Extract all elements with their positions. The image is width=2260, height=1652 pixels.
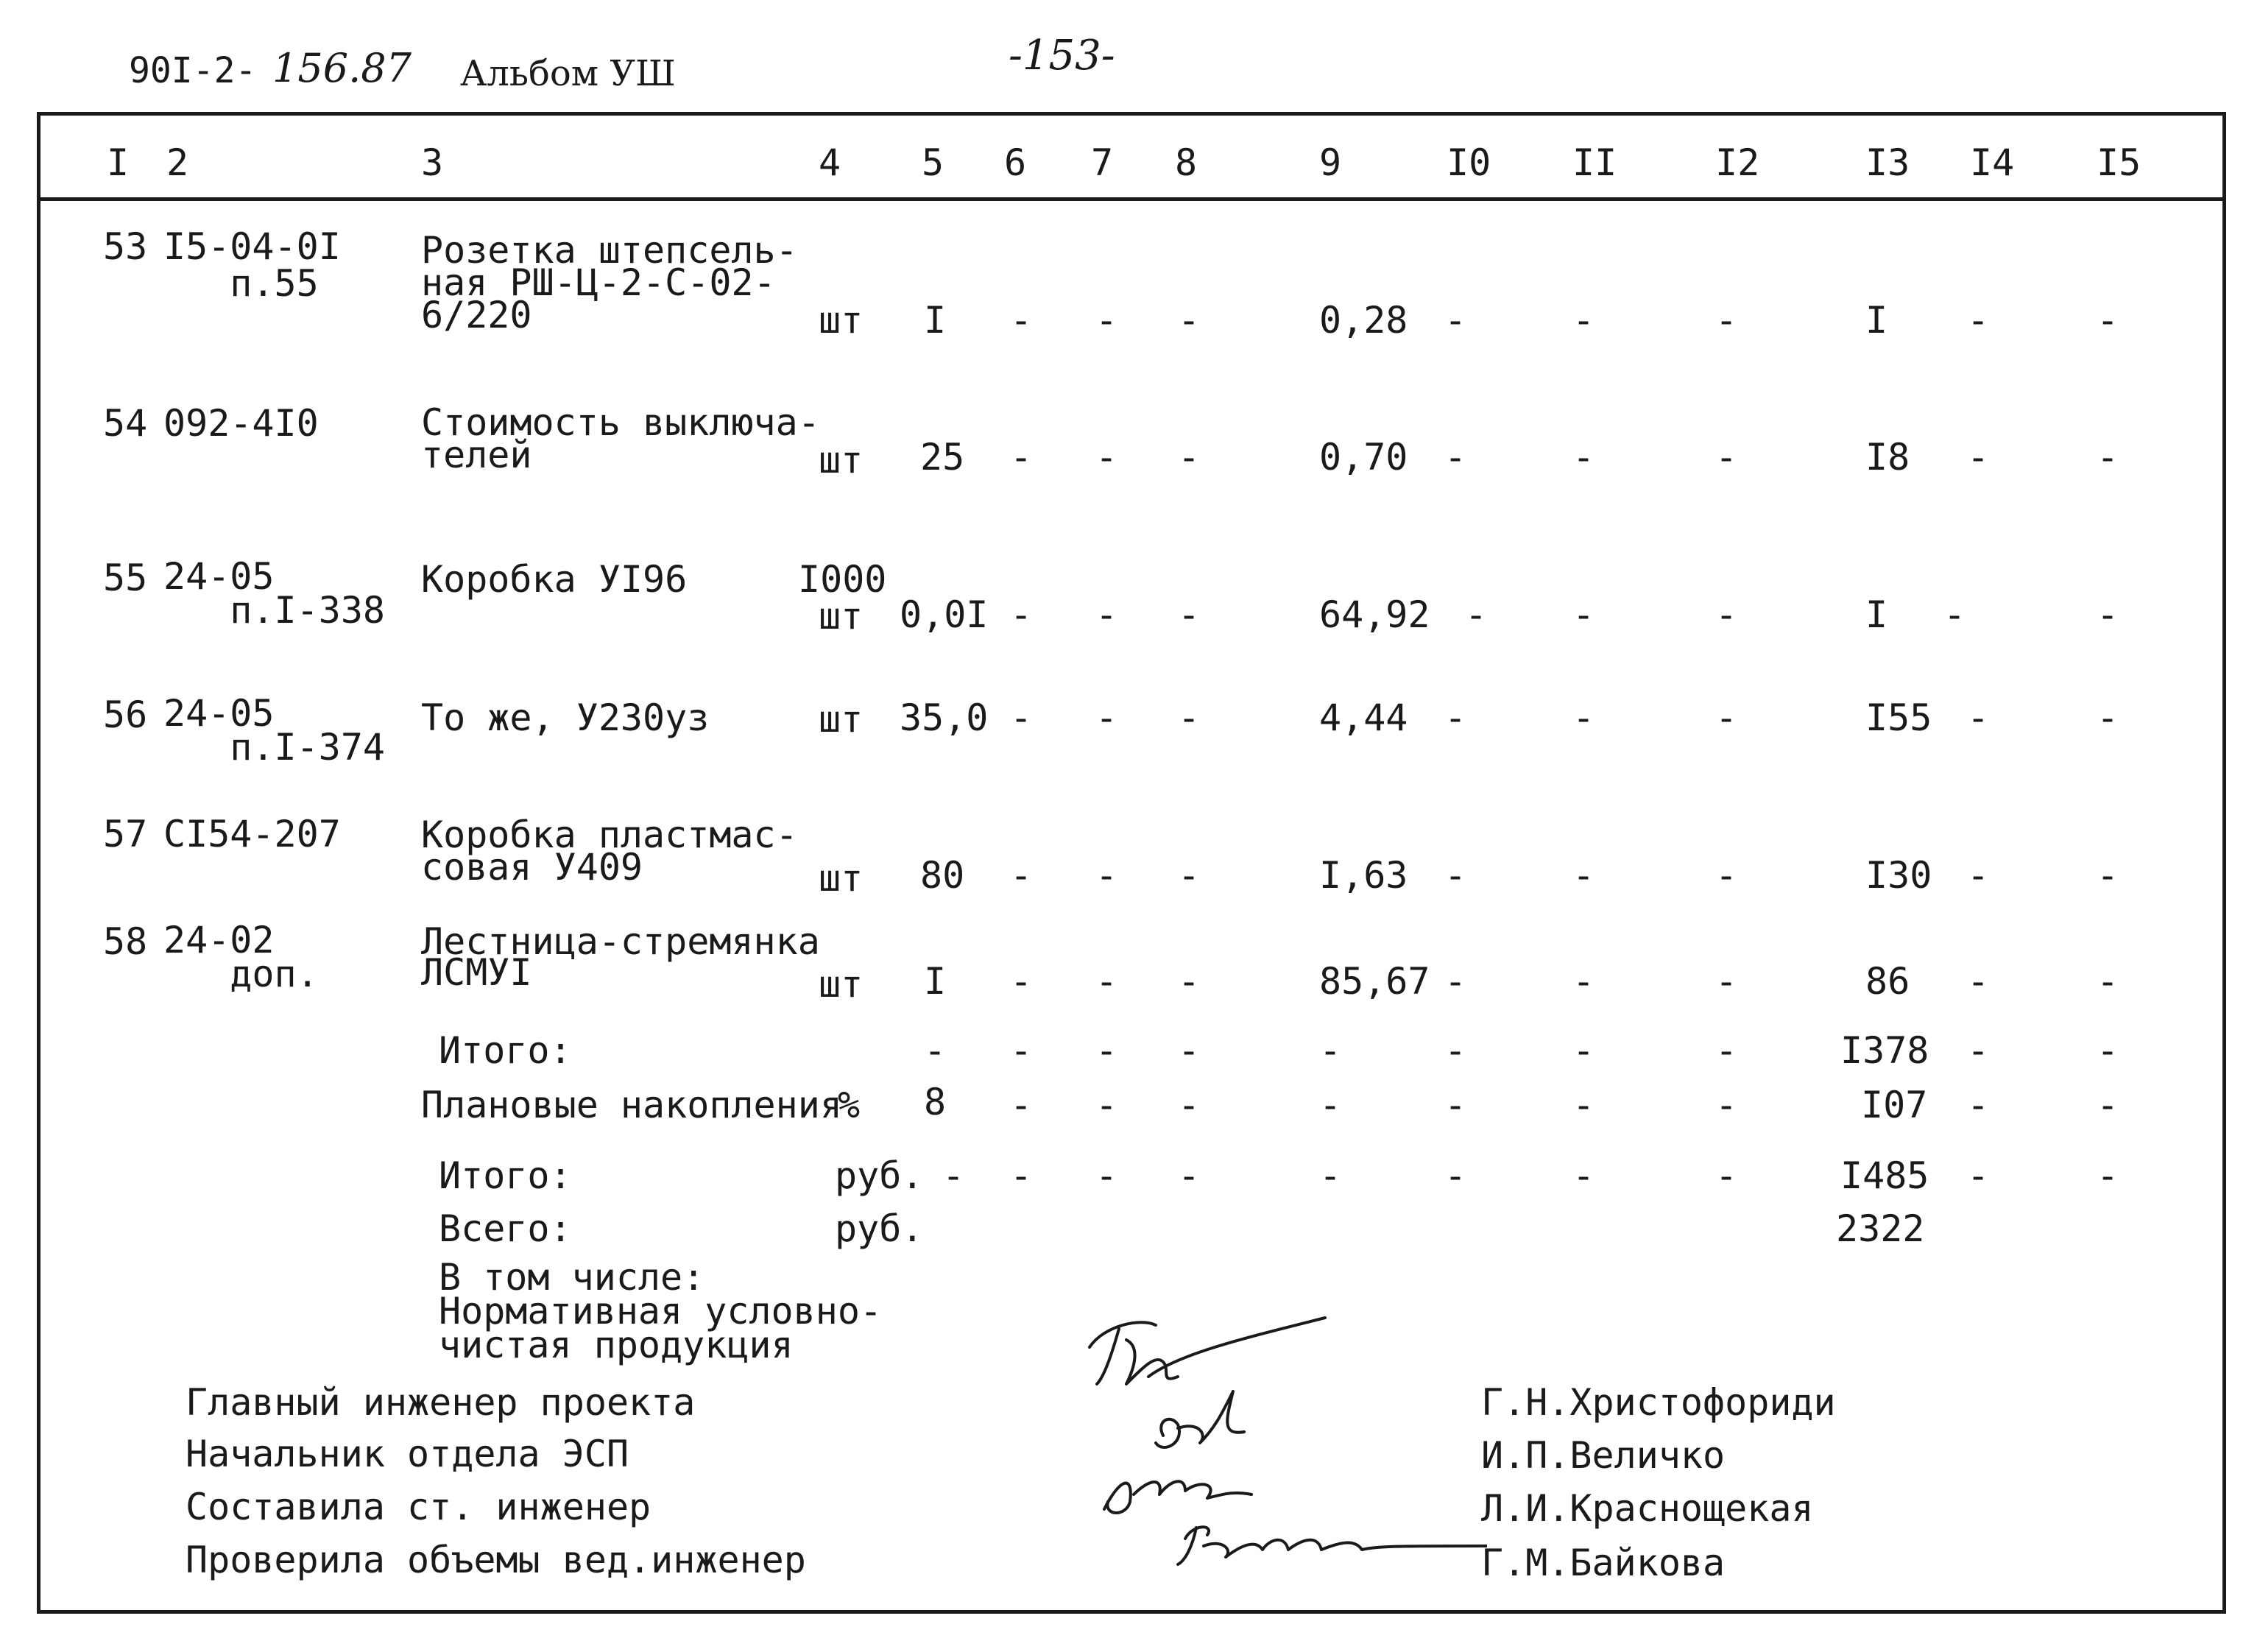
dash: - xyxy=(1715,1154,1738,1197)
dash: - xyxy=(1715,1084,1738,1126)
dash: - xyxy=(1444,1084,1467,1126)
row-col12: - xyxy=(1715,960,1738,1003)
dash: - xyxy=(2097,1029,2119,1072)
col-header-11: II xyxy=(1572,141,1617,184)
row-price: I,63 xyxy=(1319,854,1408,897)
row-price: 0,28 xyxy=(1319,299,1408,342)
signatory-role: Начальник отдела ЭСП xyxy=(186,1433,629,1475)
dash: - xyxy=(942,1154,965,1197)
document-code-handwritten: 156.87 xyxy=(272,45,412,91)
row-col6: - xyxy=(1010,436,1033,479)
row-col12: - xyxy=(1715,854,1738,897)
row-col6: - xyxy=(1010,696,1033,739)
row-col6: - xyxy=(1010,593,1033,636)
dash: - xyxy=(1572,1154,1595,1197)
row-number: 53 xyxy=(103,225,148,268)
subtotal-label: Итого: xyxy=(439,1154,572,1197)
row-unit: шт xyxy=(819,698,864,741)
dash: - xyxy=(1319,1154,1342,1197)
signatory-role: Проверила объемы вед.инженер xyxy=(186,1539,806,1581)
row-col15: - xyxy=(2097,593,2119,636)
col-header-9: 9 xyxy=(1319,141,1342,184)
row-name: То же, У230уз xyxy=(421,696,710,739)
signatory-role: Составила ст. инженер xyxy=(186,1486,651,1528)
signatory-role: Главный инженер проекта xyxy=(186,1381,696,1424)
dash: - xyxy=(1319,1084,1342,1126)
row-col10: - xyxy=(1444,299,1467,342)
row-price: 85,67 xyxy=(1319,960,1430,1003)
row-col6: - xyxy=(1010,299,1033,342)
including-note: В том числе: Нормативная условно- чистая продукция xyxy=(439,1256,883,1366)
dash: - xyxy=(1178,1084,1201,1126)
col-header-13: I3 xyxy=(1865,141,1910,184)
row-col7: - xyxy=(1095,960,1118,1003)
col-header-8: 8 xyxy=(1175,141,1198,184)
row-col14: - xyxy=(1967,299,1990,342)
row-name: Розетка штепсель- ная РШ-Ц-2-С-02- 6/220 xyxy=(421,229,798,336)
row-col12: - xyxy=(1715,299,1738,342)
grand-total-value: 2322 xyxy=(1836,1207,1925,1250)
col-header-5: 5 xyxy=(922,141,944,184)
row-col7: - xyxy=(1095,854,1118,897)
dash: - xyxy=(1967,1029,1990,1072)
row-col7: - xyxy=(1095,593,1118,636)
row-unit: шт xyxy=(819,963,864,1006)
dash: - xyxy=(1095,1084,1118,1126)
row-qty: 80 xyxy=(920,854,965,897)
dash: - xyxy=(1967,1084,1990,1126)
row-col14: - xyxy=(1967,960,1990,1003)
row-col7: - xyxy=(1095,436,1118,479)
row-col15: - xyxy=(2097,299,2119,342)
row-number: 58 xyxy=(103,920,148,963)
planned-total: I07 xyxy=(1861,1084,1928,1126)
col-header-6: 6 xyxy=(1004,141,1027,184)
row-col14: - xyxy=(1967,436,1990,479)
row-qty: 25 xyxy=(920,436,965,479)
row-col8: - xyxy=(1178,436,1201,479)
grand-total-unit: руб. xyxy=(835,1207,924,1250)
row-col14: - xyxy=(1967,696,1990,739)
document-code: 90I-2- xyxy=(129,50,257,91)
row-col7: - xyxy=(1095,696,1118,739)
row-qty: 35,0 xyxy=(900,696,989,739)
row-qty: I xyxy=(924,960,947,1003)
row-number: 54 xyxy=(103,402,148,445)
row-unit: шт xyxy=(819,299,864,342)
row-price: 64,92 xyxy=(1319,593,1430,636)
row-col8: - xyxy=(1178,299,1201,342)
row-name: Коробка пластмас- совая У409 xyxy=(421,813,798,889)
row-total: I xyxy=(1865,299,1888,342)
col-header-1: I xyxy=(107,141,130,184)
dash: - xyxy=(1572,1084,1595,1126)
row-total: I30 xyxy=(1865,854,1932,897)
planned-value: 8 xyxy=(924,1081,947,1123)
row-col14: - xyxy=(1967,854,1990,897)
dash: - xyxy=(1010,1154,1033,1197)
row-col12: - xyxy=(1715,593,1738,636)
row-name: Лестница-стремянка ЛСМУI xyxy=(421,920,820,994)
dash: - xyxy=(1319,1029,1342,1072)
row-col11: - xyxy=(1572,854,1595,897)
row-col15: - xyxy=(2097,436,2119,479)
dash: - xyxy=(2097,1084,2119,1126)
dash: - xyxy=(1715,1029,1738,1072)
row-col12: - xyxy=(1715,436,1738,479)
signatory-name: Г.Н.Христофориди xyxy=(1481,1381,1836,1424)
grand-total-label: Всего: xyxy=(439,1207,572,1250)
row-name: Коробка УI96 xyxy=(421,558,688,601)
row-code: 24-05 п.I-338 xyxy=(163,555,386,632)
row-col11: - xyxy=(1572,436,1595,479)
row-col8: - xyxy=(1178,960,1201,1003)
col-header-14: I4 xyxy=(1970,141,2015,184)
row-unit: шт xyxy=(819,857,864,900)
row-col8: - xyxy=(1178,696,1201,739)
planned-unit: % xyxy=(838,1084,861,1126)
dash: - xyxy=(1095,1029,1118,1072)
row-col11: - xyxy=(1572,299,1595,342)
row-col8: - xyxy=(1178,854,1201,897)
row-col10: - xyxy=(1444,436,1467,479)
signatory-name: Г.М.Байкова xyxy=(1481,1542,1726,1584)
subtotal-value: I378 xyxy=(1840,1029,1929,1072)
row-code: 24-02 доп. xyxy=(163,919,319,995)
header-rule xyxy=(40,197,2222,201)
row-col15: - xyxy=(2097,696,2119,739)
row-qty: 0,0I xyxy=(900,593,989,636)
row-code: 24-05 п.I-374 xyxy=(163,692,386,769)
col-header-2: 2 xyxy=(166,141,189,184)
row-unit: шт xyxy=(819,439,864,481)
col-header-15: I5 xyxy=(2097,141,2141,184)
col-header-3: 3 xyxy=(421,141,444,184)
dash: - xyxy=(1444,1154,1467,1197)
row-total: 86 xyxy=(1865,960,1910,1003)
row-col10: - xyxy=(1444,696,1467,739)
row-col14: - xyxy=(1943,593,1966,636)
row-code: 092-4I0 xyxy=(163,402,319,445)
row-number: 57 xyxy=(103,813,148,855)
planned-label: Плановые накопления xyxy=(421,1084,842,1126)
subtotal-value: I485 xyxy=(1840,1154,1929,1197)
row-col12: - xyxy=(1715,696,1738,739)
row-col6: - xyxy=(1010,960,1033,1003)
row-col10: - xyxy=(1465,593,1488,636)
row-col8: - xyxy=(1178,593,1201,636)
row-qty: I xyxy=(924,299,947,342)
row-number: 56 xyxy=(103,693,148,736)
col-header-7: 7 xyxy=(1091,141,1114,184)
handwritten-signatures xyxy=(1075,1296,1487,1575)
row-unit: шт xyxy=(819,595,864,638)
dash: - xyxy=(1572,1029,1595,1072)
row-col7: - xyxy=(1095,299,1118,342)
signatory-name: И.П.Величко xyxy=(1481,1434,1726,1477)
dash: - xyxy=(1444,1029,1467,1072)
dash: - xyxy=(1178,1154,1201,1197)
row-col10: - xyxy=(1444,854,1467,897)
row-code: I5-04-0I п.55 xyxy=(163,225,341,305)
row-col11: - xyxy=(1572,960,1595,1003)
row-total: I xyxy=(1865,593,1888,636)
row-number: 55 xyxy=(103,557,148,599)
subtotal-label: Итого: xyxy=(439,1029,572,1072)
subtotal-unit: руб. xyxy=(835,1154,924,1197)
dash: - xyxy=(1095,1154,1118,1197)
dash: - xyxy=(1010,1084,1033,1126)
page-number: -153- xyxy=(1009,32,1115,80)
row-code: CI54-207 xyxy=(163,813,341,855)
row-col15: - xyxy=(2097,854,2119,897)
dash: - xyxy=(1967,1154,1990,1197)
album-label: Альбом УШ xyxy=(460,53,676,94)
dash: - xyxy=(1010,1029,1033,1072)
dash: - xyxy=(1178,1029,1201,1072)
row-name: Стоимость выключа- телей xyxy=(421,401,820,476)
row-total: I8 xyxy=(1865,436,1910,479)
dash: - xyxy=(2097,1154,2119,1197)
row-col11: - xyxy=(1572,696,1595,739)
col-header-10: I0 xyxy=(1447,141,1491,184)
col-header-4: 4 xyxy=(819,141,841,184)
signatory-name: Л.И.Краснощекая xyxy=(1481,1487,1814,1530)
row-col6: - xyxy=(1010,854,1033,897)
row-col10: - xyxy=(1444,960,1467,1003)
row-col11: - xyxy=(1572,593,1595,636)
row-price: 4,44 xyxy=(1319,696,1408,739)
dash: - xyxy=(924,1029,947,1072)
col-header-12: I2 xyxy=(1715,141,1760,184)
row-col15: - xyxy=(2097,960,2119,1003)
row-unit-top: I000 xyxy=(798,558,887,601)
row-price: 0,70 xyxy=(1319,436,1408,479)
row-total: I55 xyxy=(1865,696,1932,739)
